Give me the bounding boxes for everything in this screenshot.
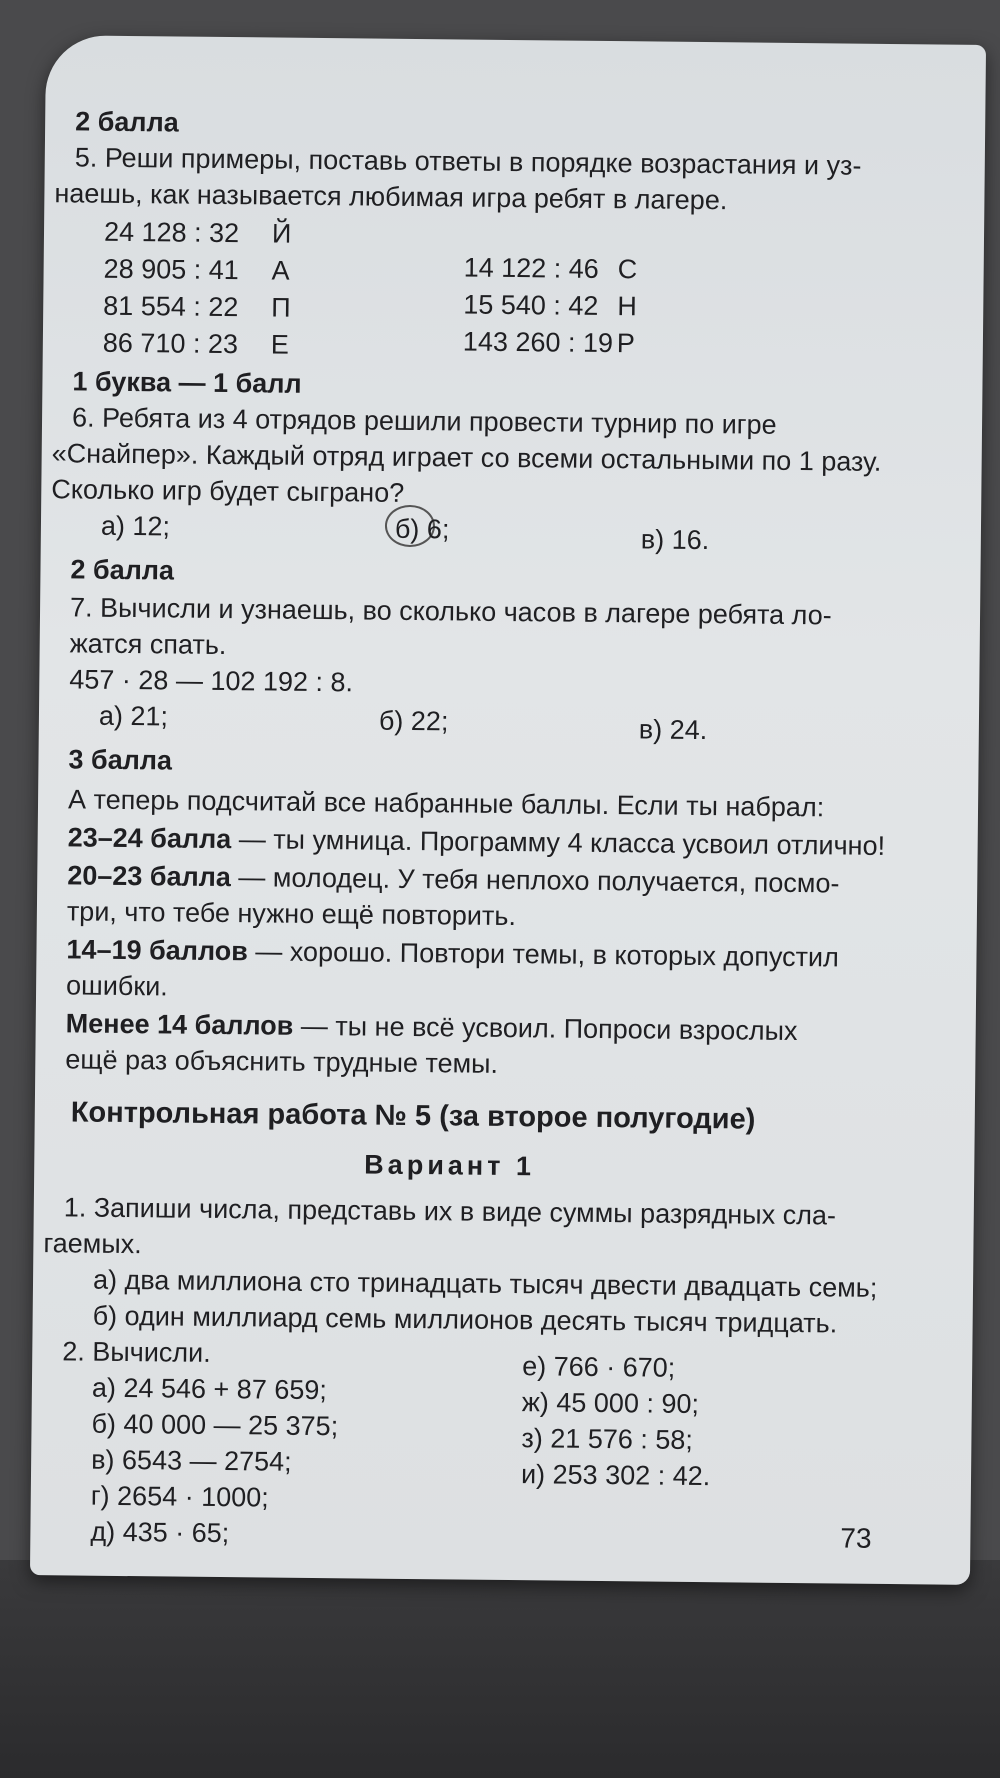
task1-line1: 1. Запиши числа, представь их в виде суммы разрядных сла-	[63, 1192, 837, 1231]
q7-option-b: б) 22;	[378, 705, 449, 737]
q7-text-line2: жатся спать.	[69, 628, 227, 661]
score-comment: — ты не всё усвоил. Попроси взрослых	[293, 1010, 798, 1047]
q7-points: 3 балла	[68, 744, 173, 776]
score-comment: — ты умница. Программу 4 класса усвоил отлично!	[231, 824, 886, 861]
q5-example-expr: 15 540 : 42	[463, 289, 599, 321]
q5-example-letter: С	[617, 254, 638, 285]
score-comment: — хорошо. Повтори темы, в которых допустил	[247, 936, 839, 973]
task2-item: д) 435 · 65;	[90, 1516, 230, 1549]
page-number: 73	[840, 1522, 872, 1554]
q7-option-c: в) 24.	[638, 714, 708, 746]
score-range: 14–19 баллов	[66, 934, 248, 967]
q7-option-a: а) 21;	[98, 700, 169, 732]
task1-item-b: б) один миллиард семь миллионов десять тысяч тридцать.	[92, 1300, 838, 1339]
q6-points: 2 балла	[70, 554, 175, 586]
q5-points: 2 балла	[75, 106, 179, 138]
q5-example-letter: Е	[270, 329, 290, 360]
desk-background	[0, 1560, 1000, 1778]
q5-example-letter: А	[271, 255, 290, 286]
q7-expression: 457 · 28 — 102 192 : 8.	[69, 664, 354, 698]
q5-example-expr: 81 554 : 22	[103, 290, 239, 323]
test-title: Контрольная работа № 5 (за второе полугодие)	[70, 1096, 756, 1136]
summary-row-2	[67, 859, 839, 899]
q5-example-expr: 86 710 : 23	[102, 327, 239, 360]
q5-text-line1: 5. Реши примеры, поставь ответы в порядке возрастания и уз-	[74, 142, 862, 181]
q6-option-b: б) 6;	[394, 513, 450, 545]
q5-example-letter: П	[271, 292, 291, 323]
q5-score-note: 1 буква — 1 балл	[72, 366, 302, 399]
summary-row-1	[68, 821, 886, 862]
q6-option-a: а) 12;	[100, 510, 171, 542]
q6-text-line3: Сколько игр будет сыграно?	[51, 474, 405, 508]
task1-line2: гаемых.	[43, 1228, 142, 1260]
task1-item-a: а) два миллиона сто тринадцать тысяч двести двадцать семь;	[92, 1264, 878, 1303]
task2-item: в) 6543 — 2754;	[91, 1444, 292, 1477]
q5-text-line2: наешь, как называется любимая игра ребят в лагере.	[54, 178, 728, 216]
q6-text-line1: 6. Ребята из 4 отрядов решили провести турнир по игре	[71, 402, 777, 440]
q5-example-expr: 28 905 : 41	[103, 253, 239, 286]
summary-row-3-cont: ошибки.	[65, 970, 168, 1002]
q5-example-letter: Й	[271, 218, 292, 249]
summary-row-3	[66, 933, 839, 973]
task2-item: и) 253 302 : 42.	[520, 1459, 711, 1492]
summary-intro: А теперь подсчитай все набранные баллы. Если ты набрал:	[67, 784, 825, 823]
score-range: 23–24 балла	[67, 822, 232, 855]
score-comment: — молодец. У тебя неплохо получается, посмо-	[230, 862, 840, 899]
q6-text-line2: «Снайпер». Каждый отряд играет со всеми остальными по 1 разу.	[51, 438, 882, 477]
q5-example-letter: Р	[616, 328, 636, 359]
score-range: 20–23 балла	[67, 860, 232, 893]
task2-item: ж) 45 000 : 90;	[521, 1387, 700, 1420]
summary-row-2-cont: три, что тебе нужно ещё повторить.	[66, 896, 517, 932]
task2-title: 2. Вычисли.	[62, 1336, 211, 1368]
variant-title: Вариант 1	[364, 1149, 536, 1182]
task2-item: а) 24 546 + 87 659;	[91, 1372, 328, 1406]
task2-item: б) 40 000 — 25 375;	[91, 1408, 339, 1442]
summary-row-4-cont: ещё раз объяснить трудные темы.	[65, 1044, 499, 1079]
book-page	[30, 35, 986, 1585]
q5-example-expr: 24 128 : 32	[103, 216, 240, 249]
task2-item: е) 766 · 670;	[522, 1351, 676, 1383]
summary-row-4	[66, 1007, 798, 1047]
q6-option-c: в) 16.	[640, 524, 710, 556]
task2-item: г) 2654 · 1000;	[90, 1480, 269, 1513]
score-range: Менее 14 баллов	[65, 1008, 294, 1041]
q5-example-letter: Н	[617, 291, 637, 322]
q5-example-expr: 143 260 : 19	[462, 326, 614, 359]
q7-text-line1: 7. Вычисли и узнаешь, во сколько часов в лагере ребята ло-	[69, 592, 832, 631]
task2-item: з) 21 576 : 58;	[521, 1423, 694, 1455]
q5-example-expr: 14 122 : 46	[463, 252, 599, 284]
